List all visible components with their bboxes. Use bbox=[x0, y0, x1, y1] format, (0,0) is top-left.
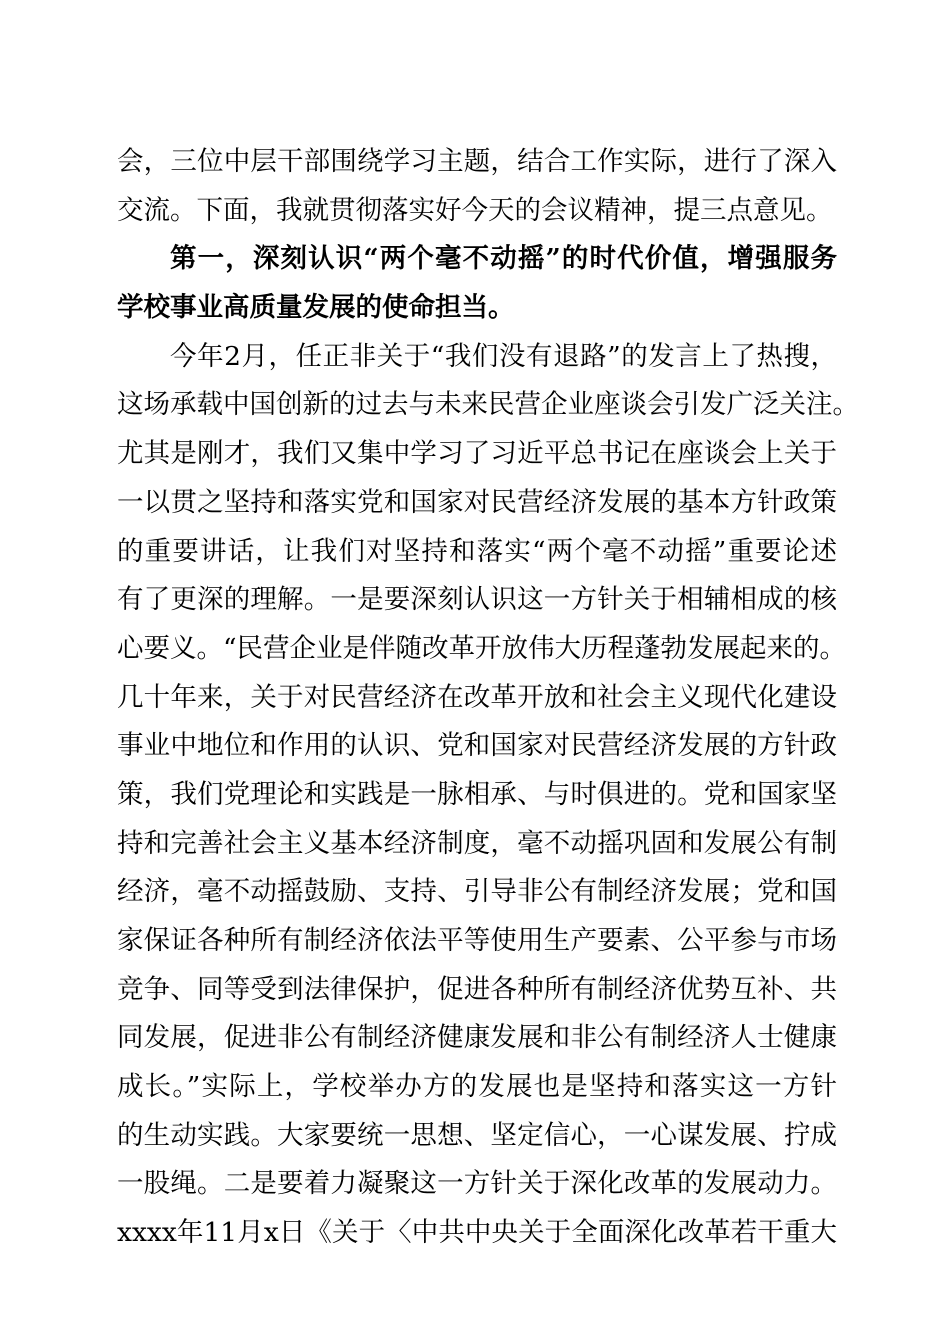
text-line: 交流。下面，我就贯彻落实好今天的会议精神，提三点意见。 bbox=[117, 194, 833, 226]
text-line: 会，三位中层干部围绕学习主题，结合工作实际，进行了深入 bbox=[117, 146, 837, 177]
text-line: xxxx年11月x日《关于〈中共中央关于全面深化改革若干重大 bbox=[117, 1217, 837, 1249]
section-heading-line: 第一，深刻认识“两个毫不动摇”的时代价值，增强服务 bbox=[170, 243, 837, 275]
text-line: 有了更深的理解。一是要深刻认识这一方针关于相辅相成的核 bbox=[117, 584, 837, 616]
text-line: 同发展，促进非公有制经济健康发展和非公有制经济人士健康 bbox=[117, 1022, 837, 1054]
text-line: 这场承载中国创新的过去与未来民营企业座谈会引发广泛关注。 bbox=[117, 389, 859, 421]
body-text bbox=[117, 138, 859, 1258]
section-heading-line: 学校事业高质量发展的使命担当。 bbox=[117, 292, 515, 324]
text-line: 的重要讲话，让我们对坚持和落实“两个毫不动摇”重要论述 bbox=[117, 535, 837, 567]
text-line: 尤其是刚才，我们又集中学习了习近平总书记在座谈会上关于 bbox=[117, 438, 837, 470]
text-line: 今年2月，任正非关于“我们没有退路”的发言上了热搜， bbox=[170, 340, 837, 372]
text-line: 一以贯之坚持和落实党和国家对民营经济发展的基本方针政策 bbox=[117, 486, 837, 518]
text-line: 心要义。“民营企业是伴随改革开放伟大历程蓬勃发展起来的。 bbox=[117, 632, 847, 664]
text-line: 一股绳。二是要着力凝聚这一方针关于深化改革的发展动力。 bbox=[117, 1168, 837, 1200]
text-line: 策，我们党理论和实践是一脉相承、与时俱进的。党和国家坚 bbox=[117, 778, 837, 810]
text-line: 几十年来，关于对民营经济在改革开放和社会主义现代化建设 bbox=[117, 681, 837, 713]
text-line: 事业中地位和作用的认识、党和国家对民营经济发展的方针政 bbox=[117, 730, 837, 762]
text-line: 的生动实践。大家要统一思想、坚定信心，一心谋发展、拧成 bbox=[117, 1119, 837, 1151]
text-line: 成长。”实际上，学校举办方的发展也是坚持和落实这一方针 bbox=[117, 1071, 837, 1103]
text-line: 竞争、同等受到法律保护，促进各种所有制经济优势互补、共 bbox=[117, 973, 837, 1005]
text-line: 经济，毫不动摇鼓励、支持、引导非公有制经济发展；党和国 bbox=[117, 876, 837, 908]
text-line: 家保证各种所有制经济依法平等使用生产要素、公平参与市场 bbox=[117, 925, 837, 956]
text-line: 持和完善社会主义基本经济制度，毫不动摇巩固和发展公有制 bbox=[117, 827, 837, 859]
